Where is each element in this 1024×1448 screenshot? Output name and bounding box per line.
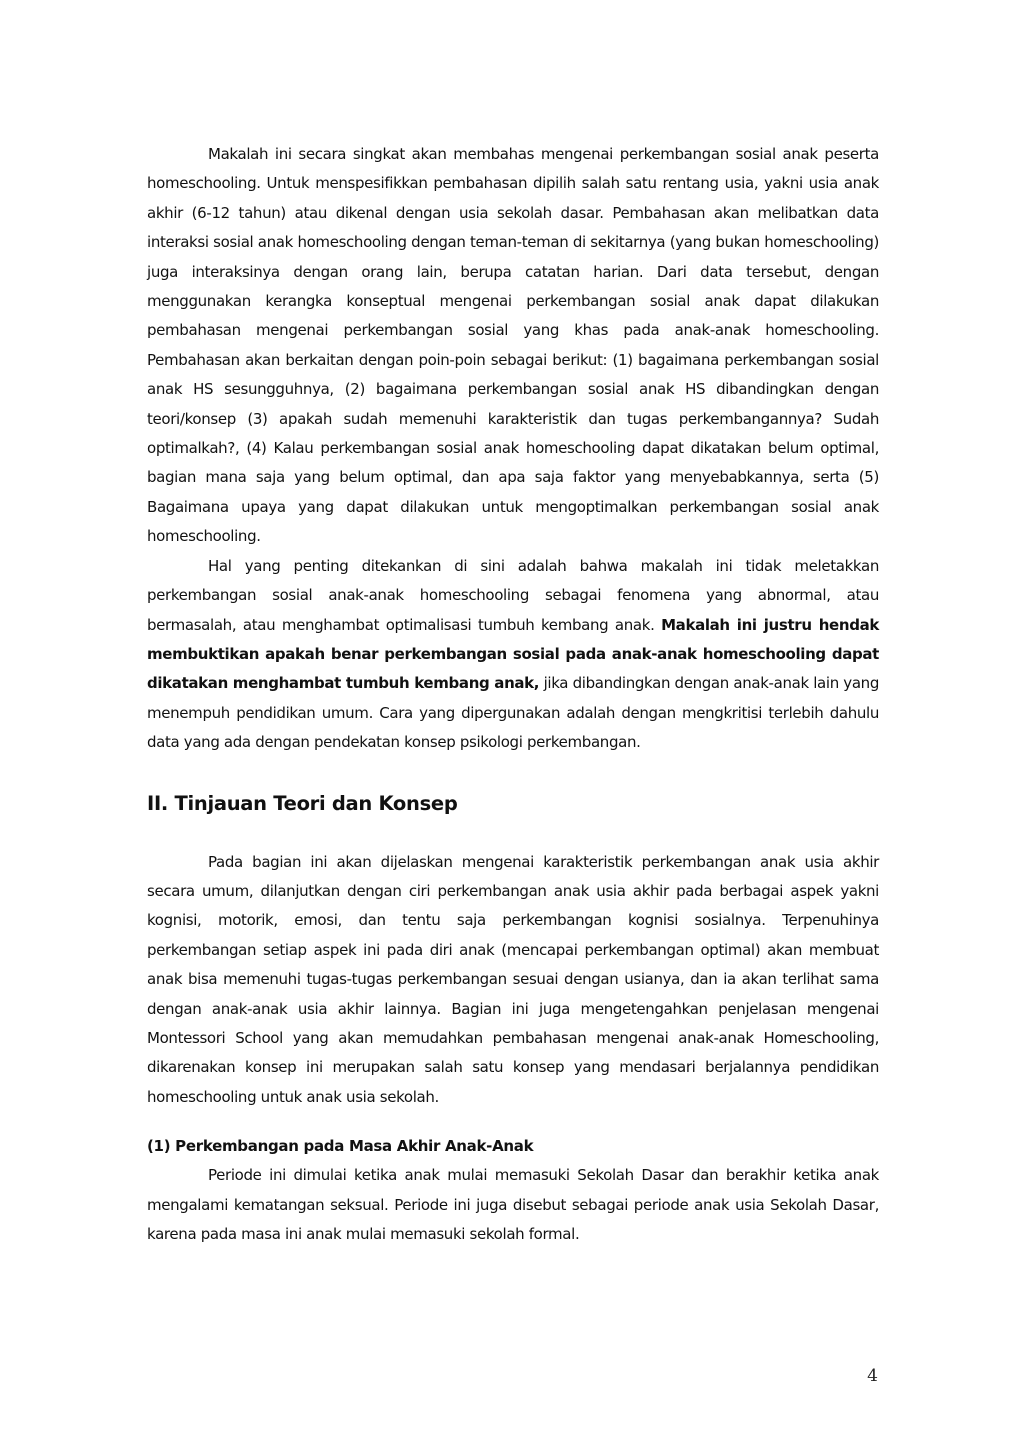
intro-paragraph-2-bold: Makalah ini justru hendak membuktikan apakah benar perkembangan sosial pada anak-anak homeschooling dapat dikatakan menghambat tumbuh kembang anak,: [147, 615, 879, 693]
intro-paragraph-2: [147, 552, 879, 758]
page-content: [147, 140, 879, 1249]
section-paragraph-1: Pada bagian ini akan dijelaskan mengenai karakteristik perkembangan anak usia akhir secara umum, dilanjutkan dengan ciri perkembangan anak usia akhir pada berbagai aspek yakni kognisi, motorik, emosi, dan tentu saja perkembangan kognisi sosialnya. Terpenuhinya perkembangan setiap aspek ini pada diri anak (mencapai perkembangan optimal) akan membuat anak bisa memenuhi tugas-tugas perkembangan sesuai dengan usianya, dan ia akan terlihat sama dengan anak-anak usia akhir lainnya. Bagian ini juga mengetengahkan penjelasan mengenai Montessori School yang akan memudahkan pembahasan mengenai anak-anak Homeschooling, dikarenakan konsep ini merupakan salah satu konsep yang mendasari berjalannya pendidikan homeschooling untuk anak usia sekolah.: [147, 852, 879, 1106]
sub-paragraph-1: Periode ini dimulai ketika anak mulai memasuki Sekolah Dasar dan berakhir ketika anak mengalami kematangan seksual. Periode ini juga disebut sebagai periode anak usia Sekolah Dasar, karena pada masa ini anak mulai memasuki sekolah formal.: [147, 1166, 879, 1243]
intro-paragraph-2-start: Hal yang penting ditekankan di sini adalah bahwa makalah ini tidak meletakkan perkembangan sosial anak-anak homeschooling sebagai fenomena yang abnormal, atau bermasalah, atau menghambat optimalisasi tumbuh kembang anak.: [147, 556, 879, 634]
sub-heading: (1) Perkembangan pada Masa Akhir Anak-Anak: [147, 1137, 534, 1156]
intro-paragraph-2-end: jika dibandingkan dengan anak-anak lain yang menempuh pendidikan umum. Cara yang dipergunakan adalah dengan mengkritisi terlebih dahulu data yang ada dengan pendekatan konsep psikologi perkembangan.: [147, 674, 879, 752]
intro-paragraph-1: Makalah ini secara singkat akan membahas mengenai perkembangan sosial anak peserta homeschooling. Untuk menspesifikkan pembahasan dipilih salah satu rentang usia, yakni usia anak akhir (6-12 tahun) atau dikenal dengan usia sekolah dasar. Pembahasan akan melibatkan data interaksi sosial anak homeschooling dengan teman-teman di sekitarnya (yang bukan homeschooling) juga interaksinya dengan orang lain, berupa catatan harian. Dari data tersebut, dengan menggunakan kerangka konseptual mengenai perkembangan sosial anak dapat dilakukan pembahasan mengenai perkembangan sosial yang khas pada anak-anak homeschooling. Pembahasan akan berkaitan dengan poin-poin sebagai berikut: (1) bagaimana perkembangan sosial anak HS sesungguhnya, (2) bagaimana perkembangan sosial anak HS dibandingkan dengan teori/konsep (3) apakah sudah memenuhi karakteristik dan tugas perkembangannya? Sudah optimalkah?, (4) Kalau perkembangan sosial anak homeschooling dapat dikatakan belum optimal, bagian mana saja yang belum optimal, dan apa saja faktor yang menyebabkannya, serta (5) Bagaimana upaya yang dapat dilakukan untuk mengoptimalkan perkembangan sosial anak homeschooling.: [147, 145, 879, 546]
section-heading: II. Tinjauan Teori dan Konsep: [147, 791, 458, 815]
page-number: 4: [867, 1366, 878, 1386]
